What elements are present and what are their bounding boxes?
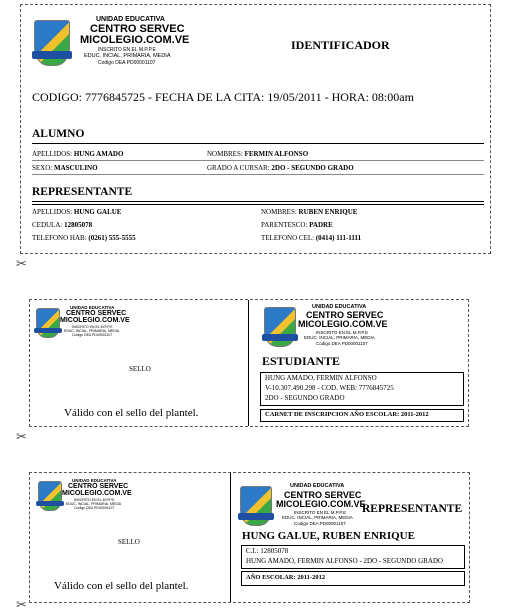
- student-info-line2: V-10.307.490.298 - COD. WEB: 7776845725: [265, 384, 394, 392]
- rep-apellidos-label: APELLIDOS:: [32, 208, 73, 216]
- student-small-crest-icon: [36, 308, 60, 338]
- student-line5: EDUC. INCIAL, PRIMARIA, MEDIA: [304, 335, 375, 340]
- rep-small-line5: EDUC. INCIAL, PRIMARIA, MEDIA: [66, 502, 122, 506]
- rep-line5: EDUC. INCIAL, PRIMARIA, MEDIA: [282, 515, 353, 520]
- school-crest-icon: [34, 20, 70, 66]
- rep-footer: AÑO ESCOLAR: 2011-2012: [246, 574, 326, 581]
- rep-small-line3: MICOLEGIO.COM.VE: [62, 490, 132, 497]
- rep-line4: INSCRITO EN EL M.P.P.E: [294, 510, 347, 515]
- student-small-line1: UNIDAD EDUCATIVA: [70, 305, 115, 310]
- rep-heading: REPRESENTANTE: [362, 503, 463, 515]
- school-line4: INSCRITO EN EL M.P.P.E: [98, 47, 156, 53]
- alumno-grado: [207, 164, 354, 172]
- student-small-line4: INSCRITO EN EL M.P.P.E: [72, 325, 113, 329]
- student-sello: SELLO: [129, 365, 151, 373]
- rep-info-line2: HUNG AMADO, FERMIN ALFONSO - 2DO - SEGUNDO GRADO: [246, 557, 443, 565]
- parentesco-label: PARENTESCO:: [261, 221, 308, 229]
- student-valid-text: Válido con el sello del plantel.: [64, 407, 199, 419]
- alumno-nombres: [207, 150, 308, 158]
- student-line4: INSCRITO EN EL M.P.P.E: [316, 330, 369, 335]
- student-small-line2: CENTRO SERVEC: [66, 310, 127, 317]
- school-line5: EDUC. INCIAL, PRIMARIA, MEDIA: [84, 53, 171, 59]
- student-line3: MICOLEGIO.COM.VE: [298, 319, 388, 329]
- rep-footer-box: [241, 571, 465, 586]
- rep-valid-text: Válido con el sello del plantel.: [54, 580, 189, 592]
- school-line1: UNIDAD EDUCATIVA: [96, 16, 165, 23]
- rep-sello: SELLO: [118, 538, 140, 546]
- school-line3: MICOLEGIO.COM.VE: [80, 34, 190, 46]
- alumno-sexo: [32, 164, 98, 172]
- school-line6: Codigo DEA PD00001107: [98, 60, 156, 66]
- rep-cedula: [32, 221, 92, 229]
- rep-apellidos: [32, 208, 121, 216]
- student-crest-icon: [264, 307, 296, 347]
- rep-tel-hab: [32, 234, 136, 242]
- student-footer: CARNET DE INSCRIPCION AÑO ESCOLAR: 2011-2012: [265, 411, 429, 418]
- page-title: IDENTIFICADOR: [291, 38, 390, 52]
- rep-line3: MICOLEGIO.COM.VE: [276, 499, 366, 509]
- rep-tel-cel: [261, 234, 361, 242]
- student-footer-box: [260, 409, 464, 422]
- nombres-value: FERMIN ALFONSO: [244, 150, 309, 158]
- rep-card-small-logo: [38, 478, 138, 518]
- rep-card-separator: [230, 473, 231, 602]
- student-line1: UNIDAD EDUCATIVA: [312, 304, 367, 310]
- student-small-line3: MICOLEGIO.COM.VE: [60, 317, 130, 324]
- cedula-label: CEDULA:: [32, 221, 63, 229]
- scissors-icon: ✂: [16, 257, 27, 272]
- student-info-line3: 2DO - SEGUNDO GRADO: [265, 394, 345, 402]
- rep-name: HUNG GALUE, RUBEN ENRIQUE: [242, 530, 415, 542]
- rep-small-line1: UNIDAD EDUCATIVA: [72, 478, 117, 483]
- student-info-line1: HUNG AMADO, FERMIN ALFONSO: [265, 374, 377, 382]
- rep-card-logo: [240, 478, 366, 534]
- student-line6: Codigo DEA PD00001107: [316, 341, 368, 346]
- student-card-separator: [248, 300, 249, 426]
- student-small-line6: Codigo DEA PD00001107: [72, 333, 113, 337]
- student-card-logo: [264, 304, 414, 354]
- parentesco-value: PADRE: [309, 221, 333, 229]
- rep-apellidos-value: HUNG GALUE: [73, 208, 122, 216]
- nombres-label: NOMBRES:: [207, 150, 243, 158]
- alumno-heading: ALUMNO: [32, 128, 85, 140]
- sexo-value: MASCULINO: [53, 164, 98, 172]
- cedula-value: 12805078: [64, 221, 93, 229]
- school-line2: CENTRO SERVEC: [90, 23, 185, 35]
- rep-line1: UNIDAD EDUCATIVA: [290, 483, 345, 489]
- school-logo: [34, 16, 194, 76]
- rep-info-line1: C.I.: 12805078: [246, 547, 289, 555]
- grado-value: 2DO - SEGUNDO GRADO: [271, 164, 354, 172]
- scissors-icon: ✂: [16, 430, 27, 445]
- sexo-label: SEXO:: [32, 164, 53, 172]
- rep-crest-icon: [240, 486, 272, 526]
- rep-nombres: [261, 208, 357, 216]
- rep-line6: Codigo DEA PD00001107: [294, 521, 346, 526]
- tel-cel-value: (0414) 111-1111: [315, 234, 362, 242]
- scissors-icon: ✂: [16, 598, 27, 613]
- rep-small-line2: CENTRO SERVEC: [68, 483, 129, 490]
- code-line: CODIGO: 7776845725 - FECHA DE LA CITA: 19/05/2011 - HORA: 08:00am: [32, 90, 414, 104]
- student-info-box: [260, 372, 464, 406]
- tel-cel-label: TELEFONO CEL:: [261, 234, 315, 242]
- rep-parentesco: [261, 221, 333, 229]
- representante-heading: REPRESENTANTE: [32, 186, 133, 198]
- alumno-divider: [32, 143, 484, 144]
- alumno-bottom-divider: [32, 174, 484, 175]
- tel-hab-value: (0261) 555-5555: [88, 234, 136, 242]
- apellidos-value: HUNG AMADO: [73, 150, 124, 158]
- grado-label: GRADO A CURSAR:: [207, 164, 270, 172]
- rep-nombres-label: NOMBRES:: [261, 208, 297, 216]
- rep-small-line4: INSCRITO EN EL M.P.P.E: [74, 498, 115, 502]
- student-heading: ESTUDIANTE: [262, 354, 341, 368]
- student-small-line5: EDUC. INCIAL, PRIMARIA, MEDIA: [64, 329, 120, 333]
- apellidos-label: APELLIDOS:: [32, 150, 73, 158]
- representante-divider: [32, 201, 484, 205]
- tel-hab-label: TELEFONO HAB:: [32, 234, 87, 242]
- rep-small-crest-icon: [38, 481, 62, 511]
- rep-small-line6: Codigo DEA PD00001107: [74, 506, 115, 510]
- student-card-small-logo: [36, 305, 136, 345]
- rep-nombres-value: RUBEN ENRIQUE: [298, 208, 358, 216]
- alumno-apellidos: [32, 150, 123, 158]
- rep-info-box: [241, 545, 465, 569]
- student-line2: CENTRO SERVEC: [306, 310, 384, 320]
- alumno-row-divider: [32, 160, 484, 161]
- rep-line2: CENTRO SERVEC: [284, 490, 362, 500]
